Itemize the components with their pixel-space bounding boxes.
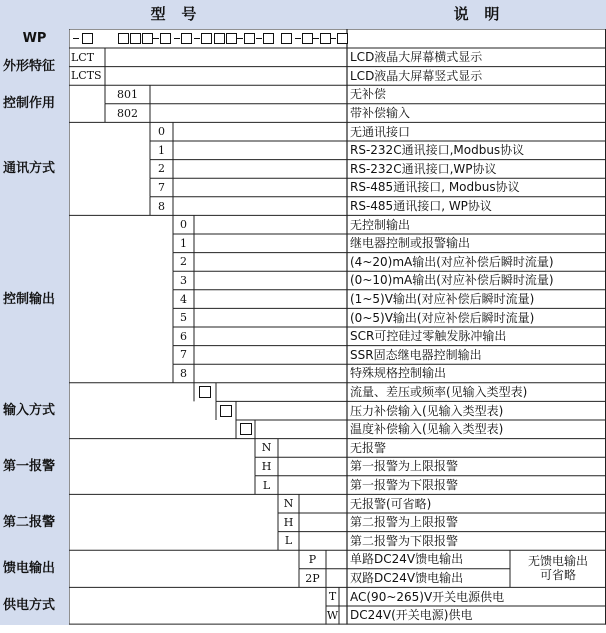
alarm1-desc: 无报警 [350, 440, 387, 455]
feed-desc: 单路DC24V馈电输出 [350, 552, 464, 567]
input-mode-code-cell [194, 383, 216, 402]
control-function-code: 801 [117, 87, 138, 101]
alarm1-code: L [262, 478, 271, 492]
model-code-box [214, 33, 225, 44]
input-mode-desc: 温度补偿输入(见输入类型表) [350, 422, 504, 437]
comm-desc: RS-485通讯接口, Modbus协议 [350, 180, 520, 195]
feed-code: 2P [305, 571, 320, 585]
model-code-box [302, 33, 313, 44]
alarm2-desc: 无报警(可省略) [350, 496, 432, 511]
model-code-dash [330, 38, 336, 39]
comm-desc: RS-232C通讯接口,WP协议 [350, 161, 497, 176]
model-code-box [244, 33, 255, 44]
model-code-box [201, 33, 212, 44]
appearance-code: LCTS [71, 69, 102, 83]
control-function-desc: 无补偿 [350, 87, 387, 102]
model-code-dash [153, 38, 159, 39]
control-output-code: 6 [180, 329, 187, 343]
control-output-desc: 特殊规格控制输出 [350, 366, 447, 381]
control-output-code: 1 [180, 236, 187, 250]
input-mode-desc: 压力补偿输入(见输入类型表) [350, 403, 504, 418]
power-code: W [326, 608, 339, 622]
model-code-dash [194, 38, 200, 39]
control-output-code: 4 [180, 292, 187, 306]
model-code-box [160, 33, 171, 44]
control-output-desc: SSR固态继电器控制输出 [350, 347, 482, 362]
model-code-dash [313, 38, 319, 39]
control-output-desc: (1~5)V输出(对应补偿后瞬时流量) [350, 292, 535, 307]
comm-code: 7 [158, 180, 165, 194]
model-code-box [337, 33, 348, 44]
alarm2-code: H [283, 515, 294, 529]
comm-code: 2 [158, 162, 165, 176]
model-code-dash [256, 38, 262, 39]
control-output-code: 3 [180, 273, 187, 287]
power-desc: DC24V(开关电源)供电 [350, 608, 473, 623]
input-mode-code-cell [236, 420, 255, 439]
control-output-code: 0 [180, 218, 187, 232]
alarm2-desc: 第二报警为下限报警 [350, 533, 459, 548]
input-mode-code-box [199, 386, 211, 398]
control-output-code: 2 [180, 255, 187, 269]
control-function-title: 控制作用 [0, 85, 69, 122]
input-mode-code-box [220, 405, 232, 417]
input-mode-code-box [240, 423, 252, 435]
input-mode-desc: 流量、差压或频率(见输入类型表) [350, 385, 528, 400]
input-mode-code-cell [216, 401, 236, 420]
alarm1-desc: 第一报警为下限报警 [350, 478, 459, 493]
appearance-title: 外形特征 [0, 48, 69, 85]
header-model-label: 型 号 [150, 4, 197, 23]
model-code-box [82, 33, 93, 44]
alarm2-desc: 第二报警为上限报警 [350, 515, 459, 530]
alarm2-title: 第二报警 [0, 494, 69, 550]
feed-desc: 双路DC24V馈电输出 [350, 571, 464, 586]
input-mode-title: 输入方式 [0, 383, 69, 439]
alarm2-code: N [283, 497, 294, 511]
control-output-desc: 继电器控制或报警输出 [350, 236, 471, 251]
comm-desc: RS-232C通讯接口,Modbus协议 [350, 143, 525, 158]
feed-code: P [308, 552, 317, 566]
model-code-box [226, 33, 237, 44]
feed-title: 馈电输出 [0, 550, 69, 587]
control-output-title: 控制输出 [0, 215, 69, 382]
power-desc: AC(90~265)V开关电源供电 [350, 589, 505, 604]
appearance-code: LCT [71, 50, 95, 64]
model-code-dash [73, 38, 79, 39]
alarm2-code: L [284, 534, 293, 548]
appearance-desc: LCD液晶大屏幕横式显示 [350, 50, 483, 65]
control-output-desc: (0~5)V输出(对应补偿后瞬时流量) [350, 310, 535, 325]
model-code-box [142, 33, 153, 44]
comm-code: 1 [158, 143, 165, 157]
control-output-desc: 无控制输出 [350, 217, 411, 232]
feed-note-2: 可省略 [539, 568, 576, 583]
control-output-code: 5 [180, 311, 187, 325]
model-code-dash [237, 38, 243, 39]
control-output-code: 7 [180, 348, 187, 362]
model-code-box [281, 33, 292, 44]
header-desc-label: 说 明 [453, 4, 500, 23]
control-function-desc: 带补偿输入 [350, 106, 411, 121]
power-code: T [328, 590, 337, 604]
control-output-desc: (4~20)mA输出(对应补偿后瞬时流量) [350, 254, 554, 269]
wp-label: WP [22, 31, 47, 46]
control-output-code: 8 [180, 366, 187, 380]
control-output-desc: SCR可控硅过零触发脉冲输出 [350, 329, 507, 344]
model-code-box [118, 33, 129, 44]
appearance-desc: LCD液晶大屏幕竖式显示 [350, 68, 483, 83]
feed-note-1: 无馈电输出 [527, 554, 588, 569]
comm-desc: RS-485通讯接口, WP协议 [350, 199, 492, 214]
alarm1-code: N [261, 441, 272, 455]
comm-code: 0 [158, 125, 165, 139]
alarm1-desc: 第一报警为上限报警 [350, 459, 459, 474]
control-output-desc: (0~10)mA输出(对应补偿后瞬时流量) [350, 273, 554, 288]
model-code-box [263, 33, 274, 44]
model-code-box [130, 33, 141, 44]
comm-desc: 无通讯接口 [350, 124, 411, 139]
power-title: 供电方式 [0, 587, 69, 624]
model-code-box [181, 33, 192, 44]
alarm1-title: 第一报警 [0, 439, 69, 495]
model-code-dash [174, 38, 180, 39]
alarm1-code: H [261, 459, 272, 473]
comm-code: 8 [158, 199, 165, 213]
comm-title: 通讯方式 [0, 122, 69, 215]
control-function-code: 802 [117, 106, 138, 120]
model-code-dash [295, 38, 301, 39]
